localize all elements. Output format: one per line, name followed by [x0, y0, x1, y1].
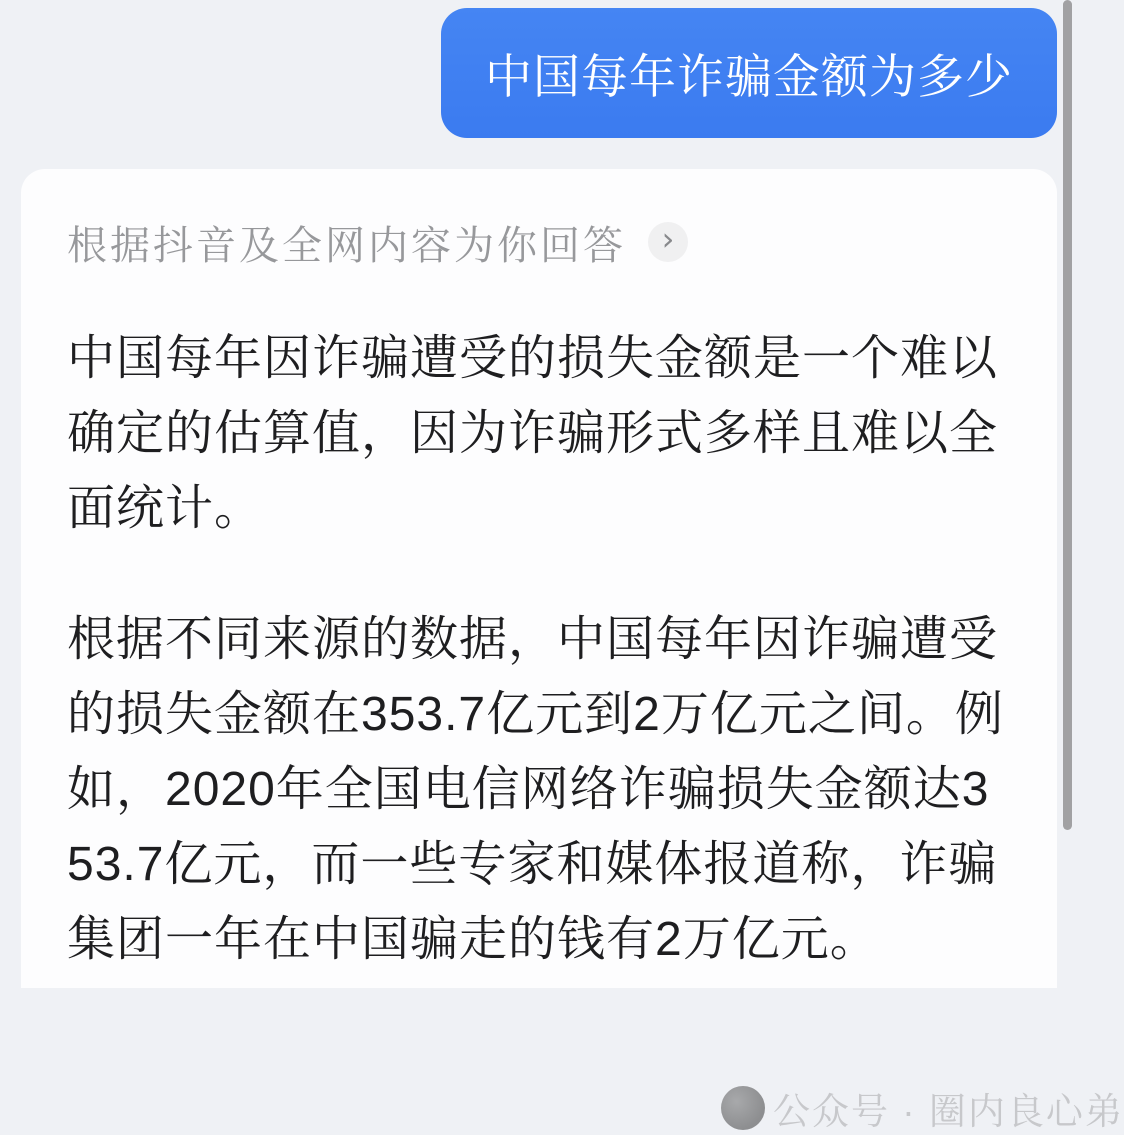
- answer-source-label: 根据抖音及全网内容为你回答: [67, 223, 626, 268]
- scrollbar-thumb[interactable]: [1063, 0, 1072, 830]
- answer-paragraph-2: 根据不同来源的数据，中国每年因诈骗遭受的损失金额在353.7亿元到2万亿元之间。例如，2020年全国电信网络诈骗损失金额达353.7亿元，而一些专家和媒体报道称，诈骗集团一年在中国骗走的钱有2万亿元。: [67, 613, 1004, 966]
- answer-card: [21, 169, 1124, 1132]
- answer-content: [21, 169, 1057, 977]
- user-message-text: 中国每年诈骗金额为多少: [485, 49, 1013, 103]
- watermark: [721, 1081, 1124, 1135]
- chevron-glyph: ›: [661, 220, 675, 258]
- answer-source-row[interactable]: [67, 219, 1015, 268]
- watermark-text: 公众号 · 圈内良心弟: [773, 1091, 1124, 1132]
- user-message-bubble: [441, 8, 1057, 138]
- answer-paragraph-1: 中国每年因诈骗遭受的损失金额是一个难以确定的估算值，因为诈骗形式多样且难以全面统计。: [67, 332, 999, 535]
- watermark-logo-icon: [721, 1086, 765, 1130]
- chevron-right-icon[interactable]: [648, 222, 688, 262]
